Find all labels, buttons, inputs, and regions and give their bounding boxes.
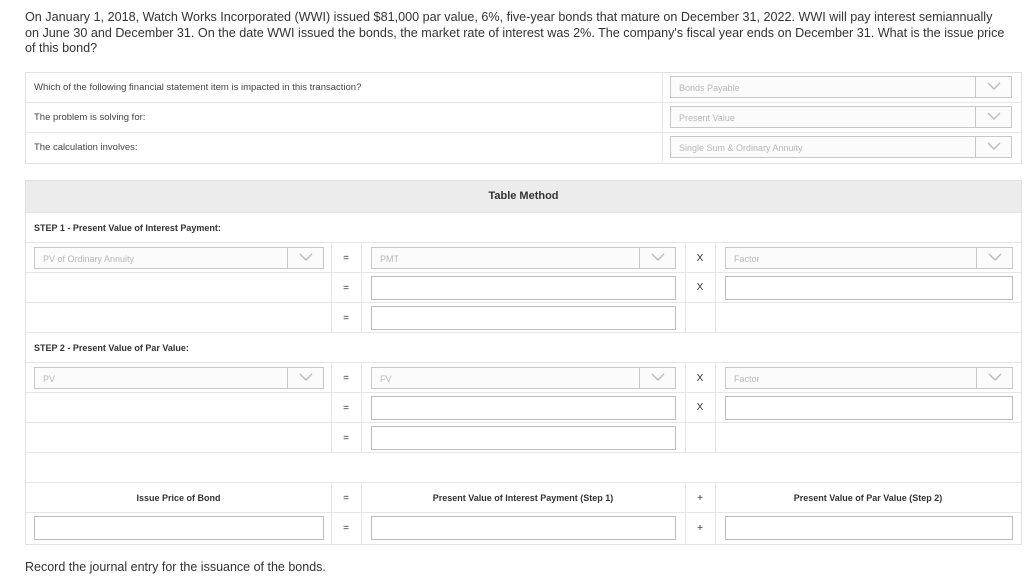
step2-input-row: [26, 393, 1021, 423]
chevron-down-icon[interactable]: [639, 248, 675, 268]
question-row: [26, 133, 1021, 163]
step1-method-select[interactable]: [34, 247, 324, 269]
journal-entry-instruction: Record the journal entry for the issuance of the bonds.: [25, 560, 326, 574]
chevron-down-icon[interactable]: [975, 107, 1011, 127]
step2-select-row: [26, 363, 1021, 393]
select-value: Single Sum & Ordinary Annuity: [679, 143, 803, 153]
chevron-down-icon[interactable]: [287, 368, 323, 388]
question-label: The problem is solving for:: [34, 112, 146, 123]
times-operator: X: [696, 253, 704, 264]
chevron-down-icon[interactable]: [976, 368, 1012, 388]
chevron-down-icon[interactable]: [976, 248, 1012, 268]
step2-method-select[interactable]: [34, 367, 324, 389]
select-value: PV: [43, 374, 56, 384]
select-value: Factor: [734, 254, 760, 264]
chevron-down-icon[interactable]: [639, 368, 675, 388]
question-table: [25, 72, 1022, 164]
select-value: Factor: [734, 374, 760, 384]
equals-operator: =: [343, 283, 349, 294]
chevron-down-icon[interactable]: [975, 137, 1011, 157]
calculation-involves-select[interactable]: [670, 136, 1012, 158]
step2-label: STEP 2 - Present Value of Par Value:: [34, 343, 189, 353]
step1-result-row: [26, 303, 1021, 333]
pv-interest-input[interactable]: [371, 516, 676, 540]
question-row: [26, 73, 1021, 103]
step2-result-input[interactable]: [371, 426, 676, 450]
times-operator: X: [696, 373, 704, 384]
equals-operator: =: [343, 523, 349, 534]
select-value: PV of Ordinary Annuity: [43, 254, 135, 264]
issue-price-input-row: [26, 513, 1021, 544]
table-method: [25, 180, 1022, 545]
step1-result-input[interactable]: [371, 306, 676, 330]
equals-operator: =: [343, 313, 349, 324]
solving-for-select[interactable]: [670, 106, 1012, 128]
equals-operator: =: [343, 403, 349, 414]
pv-par-input[interactable]: [725, 516, 1013, 540]
spacer-row: [26, 453, 1021, 483]
step1-row: [26, 213, 1021, 243]
equals-operator: =: [343, 373, 349, 384]
step2-factor-select[interactable]: [725, 367, 1013, 389]
times-operator: X: [696, 402, 704, 413]
step1-select-row: [26, 243, 1021, 273]
question-label: Which of the following financial statement item is impacted in this transaction?: [34, 82, 362, 93]
question-label: The calculation involves:: [34, 142, 138, 153]
chevron-down-icon[interactable]: [287, 248, 323, 268]
select-value: PMT: [380, 254, 399, 264]
chevron-down-icon[interactable]: [975, 77, 1011, 97]
step1-factor-input[interactable]: [725, 276, 1013, 300]
equals-operator: =: [343, 433, 349, 444]
step1-label: STEP 1 - Present Value of Interest Payment:: [34, 223, 221, 233]
step1-pmt-select[interactable]: [371, 247, 676, 269]
step2-factor-input[interactable]: [725, 396, 1013, 420]
step2-result-row: [26, 423, 1021, 453]
question-row: [26, 103, 1021, 133]
table-method-title: Table Method: [488, 190, 559, 202]
step2-row: [26, 333, 1021, 363]
plus-operator: +: [697, 493, 703, 504]
equals-operator: =: [343, 253, 349, 264]
step1-pmt-input[interactable]: [371, 276, 676, 300]
issue-price-label: Issue Price of Bond: [136, 493, 221, 503]
plus-operator: +: [697, 523, 703, 534]
equals-operator: =: [343, 493, 349, 504]
select-value: FV: [380, 374, 392, 384]
problem-statement: On January 1, 2018, Watch Works Incorporated (WWI) issued $81,000 par value, 6%, five-year bonds that mature on December 31, 2022. WWI will pay interest semiannually on June 30 and December 31. On the date WWI issued the bonds, the market rate of interest was 2%. The company's fiscal year ends on December 31. What is the issue price of this bond?: [25, 10, 1005, 56]
table-method-header: [26, 181, 1021, 213]
statement-item-select[interactable]: [670, 76, 1012, 98]
issue-price-input[interactable]: [34, 516, 324, 540]
step2-fv-input[interactable]: [371, 396, 676, 420]
pv-interest-label: Present Value of Interest Payment (Step 1): [432, 493, 614, 503]
step1-input-row: [26, 273, 1021, 303]
step2-fv-select[interactable]: [371, 367, 676, 389]
times-operator: X: [696, 282, 704, 293]
pv-par-label: Present Value of Par Value (Step 2): [793, 493, 943, 503]
select-value: Bonds Payable: [679, 83, 740, 93]
select-value: Present Value: [679, 113, 735, 123]
issue-price-header-row: [26, 483, 1021, 513]
step1-factor-select[interactable]: [725, 247, 1013, 269]
